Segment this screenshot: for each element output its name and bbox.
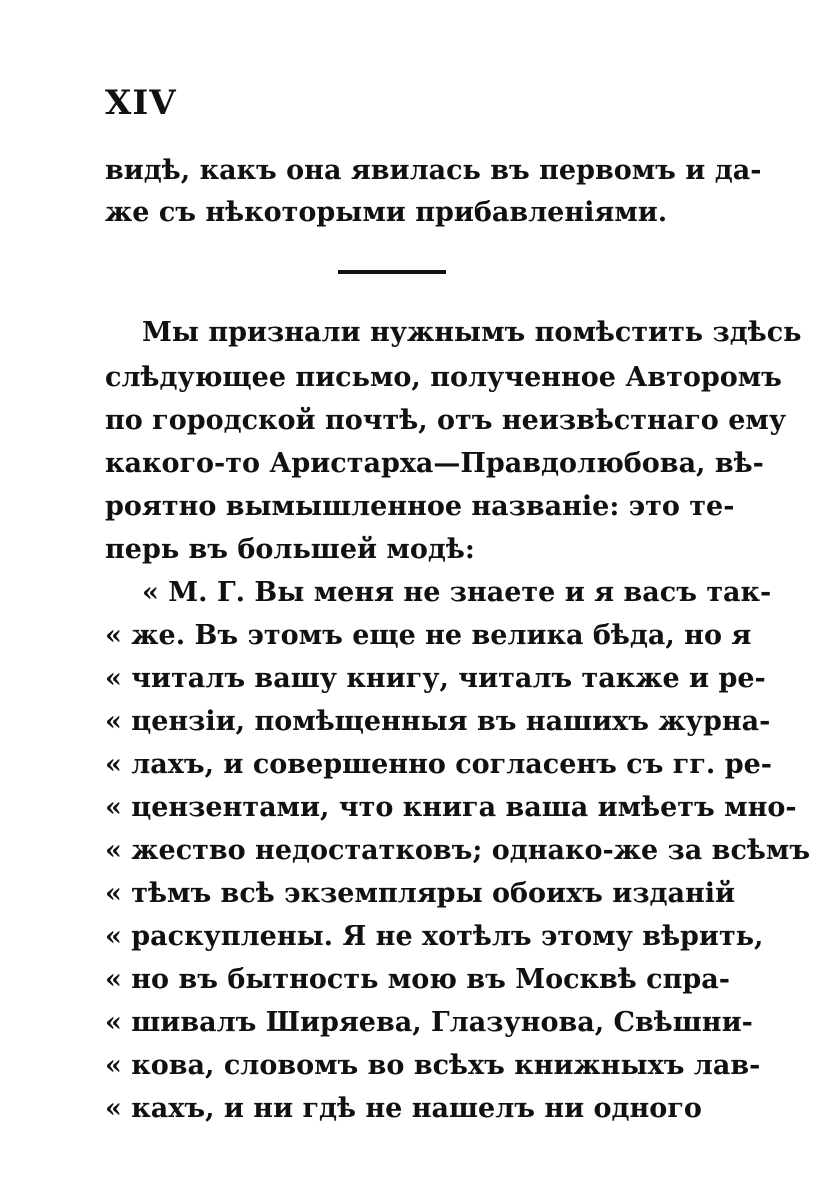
text-line: « но въ бытность мою въ Москвѣ спра- xyxy=(105,964,730,995)
text-line: « жество недостатковъ; однако-же за всѣмъ xyxy=(105,835,811,866)
text-line: « лахъ, и совершенно согласенъ съ гг. ре- xyxy=(105,749,772,780)
text-line: « же. Въ этомъ еще не велика бѣда, но я xyxy=(105,620,752,651)
text-line: « кахъ, и ни гдѣ не нашелъ ни одного xyxy=(105,1093,702,1124)
text-line: слѣдующее письмо, полученное Авторомъ xyxy=(105,362,782,393)
text-line: перь въ большей модѣ: xyxy=(105,534,475,565)
text-line: « цензентами, что книга ваша имѣетъ мно- xyxy=(105,792,797,823)
text-line: « раскуплены. Я не хотѣлъ этому вѣрить, xyxy=(105,921,764,952)
text-line: « шивалъ Ширяева, Глазунова, Свѣшни- xyxy=(105,1007,753,1038)
text-line: « М. Г. Вы меня не знаете и я васъ так- xyxy=(142,577,772,608)
text-line: роятно вымышленное названіе: это те- xyxy=(105,491,735,522)
text-line: « тѣмъ всѣ экземпляры обоихъ изданій xyxy=(105,878,736,909)
section-divider xyxy=(338,270,446,274)
text-line: « кова, словомъ во всѣхъ книжныхъ лав- xyxy=(105,1050,761,1081)
text-line: « цензіи, помѣщенныя въ нашихъ журна- xyxy=(105,706,771,737)
text-line: « читалъ вашу книгу, читалъ также и ре- xyxy=(105,663,766,694)
page-number: XIV xyxy=(105,83,177,123)
text-line: же съ нѣкоторыми прибавленіями. xyxy=(105,197,668,228)
text-line: по городской почтѣ, отъ неизвѣстнаго ему xyxy=(105,405,787,436)
text-line: какого-то Аристарха—Правдолюбова, вѣ- xyxy=(105,448,764,479)
text-line: Мы признали нужнымъ помѣстить здѣсь xyxy=(142,317,802,348)
text-line: видѣ, какъ она явилась въ первомъ и да- xyxy=(105,155,762,186)
